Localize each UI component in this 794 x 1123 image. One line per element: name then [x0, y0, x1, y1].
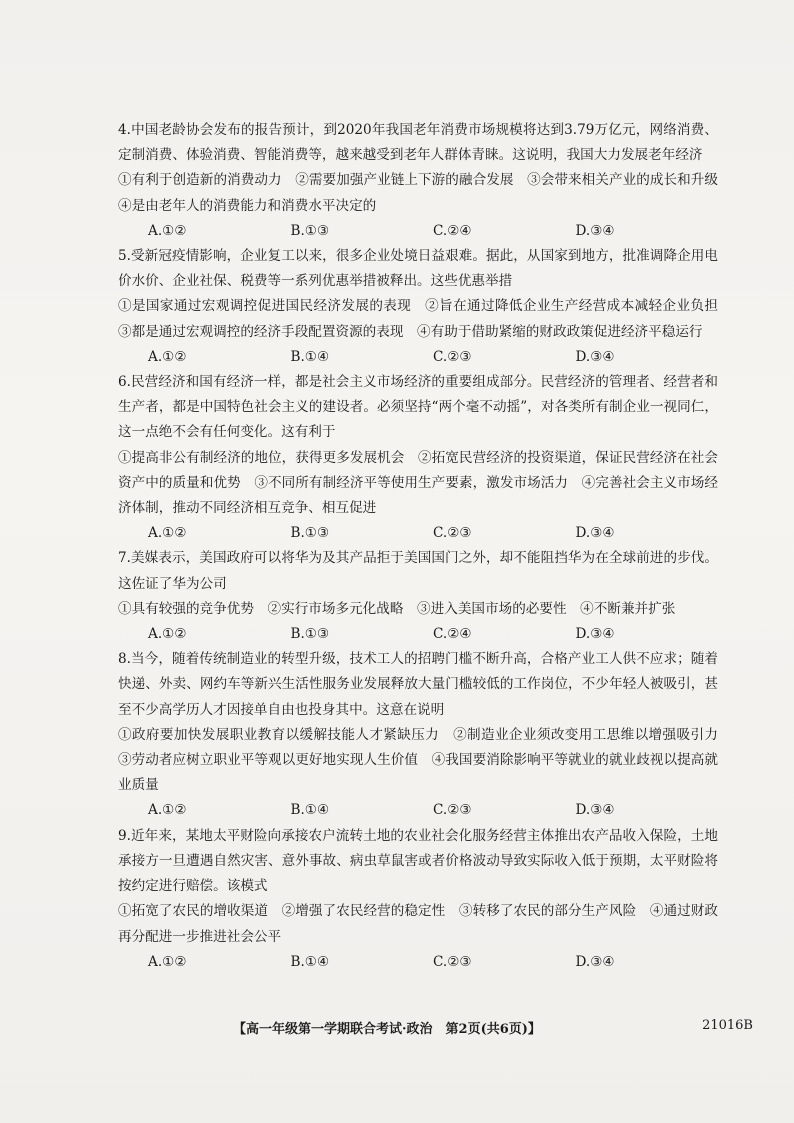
answer-choices — [118, 345, 718, 370]
choice-c: C.②④ — [433, 222, 472, 239]
answer-choices — [118, 798, 718, 823]
choice-a: A.①② — [148, 525, 187, 542]
question-6 — [118, 370, 718, 546]
question-7 — [118, 546, 718, 647]
choice-c: C.②③ — [433, 525, 472, 542]
choice-b: B.①④ — [290, 953, 330, 970]
choice-b: B.①③ — [290, 222, 330, 239]
question-stem: 6.民营经济和国有经济一样，都是社会主义市场经济的重要组成部分。民营经济的管理者、经营者和生产者，都是中国特色社会主义的建设者。必须坚持“两个毫不动摇”，对各类所有制企业一视同仁，这一点绝不会有任何变化。这有利于 — [118, 374, 718, 441]
choice-d: D.③④ — [575, 802, 615, 819]
exam-code: 21016B — [702, 1018, 753, 1033]
question-4 — [118, 118, 732, 244]
question-statements: ①提高非公有制经济的地位，获得更多发展机会 ②拓宽民营经济的投资渠道，保证民营经济在社会资产中的质量和优势 ③不同所有制经济平等使用生产要素，激发市场活力 ④完善社会主义市场经济体制，推动不同经济相互竞争、相互促进 — [118, 449, 718, 517]
choice-a: A.①② — [148, 802, 187, 819]
answer-choices — [118, 950, 718, 975]
choice-d: D.③④ — [575, 525, 615, 542]
question-stem: 5.受新冠疫情影响，企业复工以来，很多企业处境日益艰难。据此，从国家到地方，批准调降企用电价水价、企业社保、税费等一系列优惠举措被释出。这些优惠举措 — [118, 248, 718, 290]
footer-title: 【高一年级第一学期联合考试·政治 第2页(共6页)】 — [233, 1022, 541, 1037]
question-5 — [118, 244, 732, 370]
choice-c: C.②③ — [433, 802, 472, 819]
question-statements: ①有利于创造新的消费动力 ②需要加强产业链上下游的融合发展 ③会带来相关产业的成长和升级 ④是由老年人的消费能力和消费水平决定的 — [118, 172, 732, 214]
choice-c: C.②③ — [433, 348, 472, 365]
choice-c: C.②④ — [433, 626, 472, 643]
question-statements: ①具有较强的竞争优势 ②实行市场多元化战略 ③进入美国市场的必要性 ④不断兼并扩张 — [118, 600, 676, 617]
choice-a: A.①② — [148, 626, 187, 643]
choice-b: B.①④ — [290, 802, 330, 819]
question-statements: ①拓宽了农民的增收渠道 ②增强了农民经营的稳定性 ③转移了农民的部分生产风险 ④通过财政再分配进一步推进社会公平 — [118, 903, 718, 945]
answer-choices — [118, 521, 718, 546]
choice-d: D.③④ — [575, 626, 615, 643]
choice-d: D.③④ — [575, 953, 615, 970]
question-8 — [118, 647, 732, 823]
question-stem: 4.中国老龄协会发布的报告预计，到2020年我国老年消费市场规模将达到3.79万亿元，网络消费、定制消费、体验消费、智能消费等，越来越受到老年人群体青睐。这说明，我国大力发展老年经济 — [118, 122, 718, 164]
choice-c: C.②③ — [433, 953, 472, 970]
choice-d: D.③④ — [575, 348, 615, 365]
choice-a: A.①② — [148, 222, 187, 239]
question-stem: 7.美媒表示，美国政府可以将华为及其产品拒于美国国门之外，却不能阻挡华为在全球前进的步伐。这佐证了华为公司 — [118, 550, 718, 592]
choice-b: B.①③ — [290, 525, 330, 542]
page-footer — [233, 1018, 753, 1037]
question-stem: 8.当今，随着传统制造业的转型升级，技术工人的招聘门槛不断升高，合格产业工人供不应求；随着快递、外卖、网约车等新兴生活性服务业发展释放大量门槛较低的工作岗位，不少年轻人被吸引，甚至不少高学历人才因接单自由也投身其中。这意在说明 — [118, 651, 718, 718]
choice-a: A.①② — [148, 348, 187, 365]
choice-b: B.①③ — [290, 626, 330, 643]
choice-a: A.①② — [148, 953, 187, 970]
question-stem: 9.近年来，某地太平财险向承接农户流转土地的农业社会化服务经营主体推出农产品收入保险，土地承接方一旦遭遇自然灾害、意外事故、病虫草鼠害或者价格波动导致实际收入低于预期，太平财险将按约定进行赔偿。该模式 — [118, 827, 718, 895]
question-statements: ①政府要加快发展职业教育以缓解技能人才紧缺压力 ②制造业企业须改变用工思维以增强吸引力 ③劳动者应树立职业平等观以更好地实现人生价值 ④我国要消除影响平等就业的就业歧视以提高就业质量 — [118, 726, 732, 794]
answer-choices — [118, 622, 718, 647]
question-9 — [118, 824, 718, 975]
question-list — [118, 118, 732, 975]
answer-choices — [118, 219, 718, 244]
question-statements: ①是国家通过宏观调控促进国民经济发展的表现 ②旨在通过降低企业生产经营成本减轻企业负担 ③都是通过宏观调控的经济手段配置资源的表现 ④有助于借助紧缩的财政政策促进经济平稳运行 — [118, 298, 732, 340]
choice-d: D.③④ — [575, 222, 615, 239]
choice-b: B.①④ — [290, 348, 330, 365]
